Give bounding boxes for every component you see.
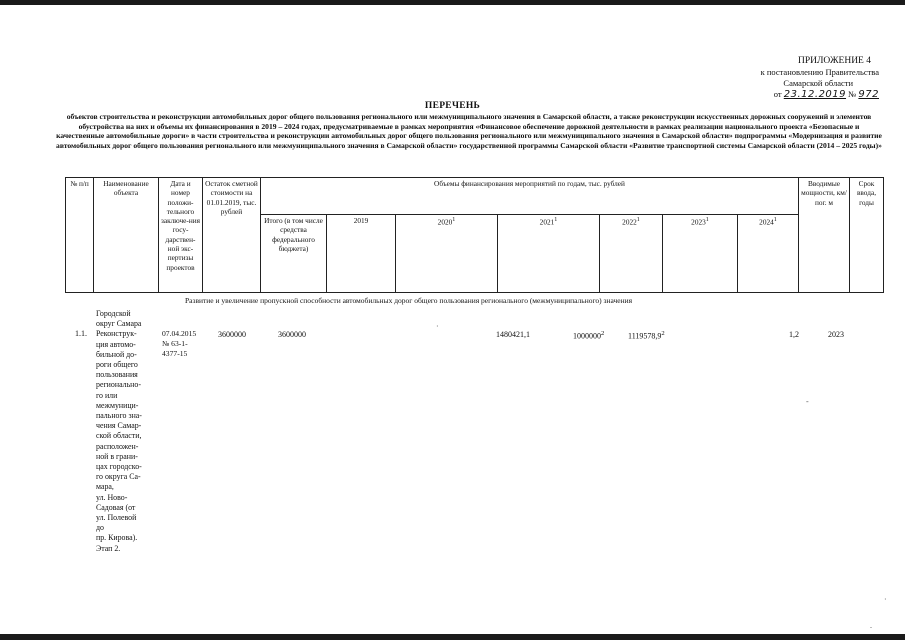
scan-speck: ·: [436, 322, 439, 331]
funding-table: [65, 177, 884, 293]
object-name-line: пального зна-: [96, 411, 142, 421]
header-capacity: Вводимые мощности, км/пог. м: [799, 178, 850, 293]
object-name: [96, 309, 158, 554]
scan-speck: -: [806, 397, 809, 406]
header-year-2019: 2019: [327, 215, 396, 293]
header-year-2020: 2020$^1$: [396, 215, 498, 293]
object-name-line: ция автомо-: [96, 339, 136, 349]
object-name-line: чения Самар-: [96, 421, 142, 431]
cell-2023: 1119578,9$^2$: [628, 330, 665, 341]
object-name-line: до: [96, 523, 104, 533]
object-name-line: бильной до-: [96, 349, 137, 359]
object-name-line: Городской: [96, 309, 131, 318]
decree-number: 972: [858, 89, 879, 100]
object-name-line: ной в грани-: [96, 451, 138, 461]
cell-2021: 1480421,1: [496, 330, 530, 339]
expertise-conclusion: [162, 329, 206, 359]
object-name-line: ул. Ново-: [96, 492, 128, 502]
object-name-line: регионально-: [96, 380, 141, 390]
scan-speck: ·: [884, 595, 887, 604]
decree-date: 23.12.2019: [783, 89, 847, 100]
object-name-line: роги общего: [96, 360, 138, 370]
appendix-line-2: Самарской области: [783, 78, 853, 88]
header-date: Дата и номер положи-тельного заключе-ния госу-дарствен-ной экс-пертизы проектов: [159, 178, 203, 293]
conclusion-line: 07.04.2015: [162, 329, 197, 338]
header-total: Итого (в том числе средства федерального бюджета): [261, 215, 327, 293]
header-term: Срок ввода, годы: [850, 178, 884, 293]
header-year-2022: 2022$^1$: [600, 215, 663, 293]
object-name-line: ской области,: [96, 431, 142, 441]
object-name-line: мара,: [96, 482, 114, 492]
section-title: Развитие и увеличение пропускной способности автомобильных дорог общего пользования регионального (межмуниципального) значения: [185, 296, 633, 305]
object-name-line: пользования: [96, 370, 138, 380]
scan-speck: .: [870, 621, 872, 630]
document-intro: объектов строительства и реконструкции автомобильных дорог общего пользования регионального или межмуниципального значения в Самарской области, а также реконструкции искусственных дорожных сооружений и элементов обустройства на них и объемы их финансирования в 2019 – 2024 годах, предусматриваемые в рамках мероприятия «Финансовое обеспечение дорожной деятельности в рамках реализации национального проекта «Безопасные и качественные автомобильные дороги» в части строительства и реконструкции автомобильных дорог общего пользования регионального или межмуниципального значения в Самарской области» подпрограммы «Модернизация и развитие автомобильных дорог общего пользования регионального или межмуниципального значения в Самарской области» государственной программы Самарской области «Развитие транспортной системы Самарской области (2014 – 2025 годы)»: [56, 112, 882, 150]
decree-no-label: №: [848, 89, 857, 99]
header-num: № п/п: [66, 178, 94, 293]
cell-remain: 3600000: [218, 330, 246, 339]
cell-capacity: 1,2: [789, 330, 799, 339]
object-name-line: округ Самара: [96, 319, 142, 329]
decree-ot: от: [773, 89, 782, 99]
cell-term: 2023: [828, 330, 844, 339]
document-heading: ПЕРЕЧЕНЬ: [424, 101, 481, 111]
object-name-line: ул. Полевой: [96, 513, 137, 523]
conclusion-line: № 63-1-: [162, 339, 188, 348]
conclusion-line: 4377-15: [162, 349, 188, 358]
row-number: 1.1.: [75, 329, 87, 338]
header-volumes: Объемы финансирования мероприятий по годам, тыс. рублей: [261, 178, 799, 215]
header-remain: Остаток сметной стоимости на 01.01.2019, тыс. рублей: [203, 178, 261, 293]
scan-border-top: [0, 0, 905, 5]
header-year-2021: 2021$^1$: [498, 215, 600, 293]
object-name-line: межмуници-: [96, 400, 139, 410]
object-name-line: цах городско-: [96, 462, 142, 472]
cell-total: 3600000: [278, 330, 306, 339]
object-name-line: пр. Кирова).: [96, 533, 138, 543]
object-name-line: Садовая (от: [96, 502, 136, 512]
object-name-line: го или: [96, 390, 118, 400]
appendix-line-1: к постановлению Правительства: [760, 67, 879, 77]
header-name: Наименование объекта: [94, 178, 159, 293]
decree-line: [699, 89, 879, 100]
object-name-line: расположен-: [96, 441, 139, 451]
scan-border-bottom: [0, 634, 905, 640]
appendix-block: [699, 56, 879, 100]
header-year-2024: 2024$^1$: [738, 215, 799, 293]
appendix-title: ПРИЛОЖЕНИЕ 4: [797, 56, 871, 66]
object-name-line: го округа Са-: [96, 472, 141, 482]
header-year-2023: 2023$^1$: [663, 215, 738, 293]
cell-2022: 1000000$^2$: [573, 330, 605, 341]
object-name-line: Этап 2.: [96, 543, 121, 553]
object-name-line: Реконструк-: [96, 329, 137, 339]
